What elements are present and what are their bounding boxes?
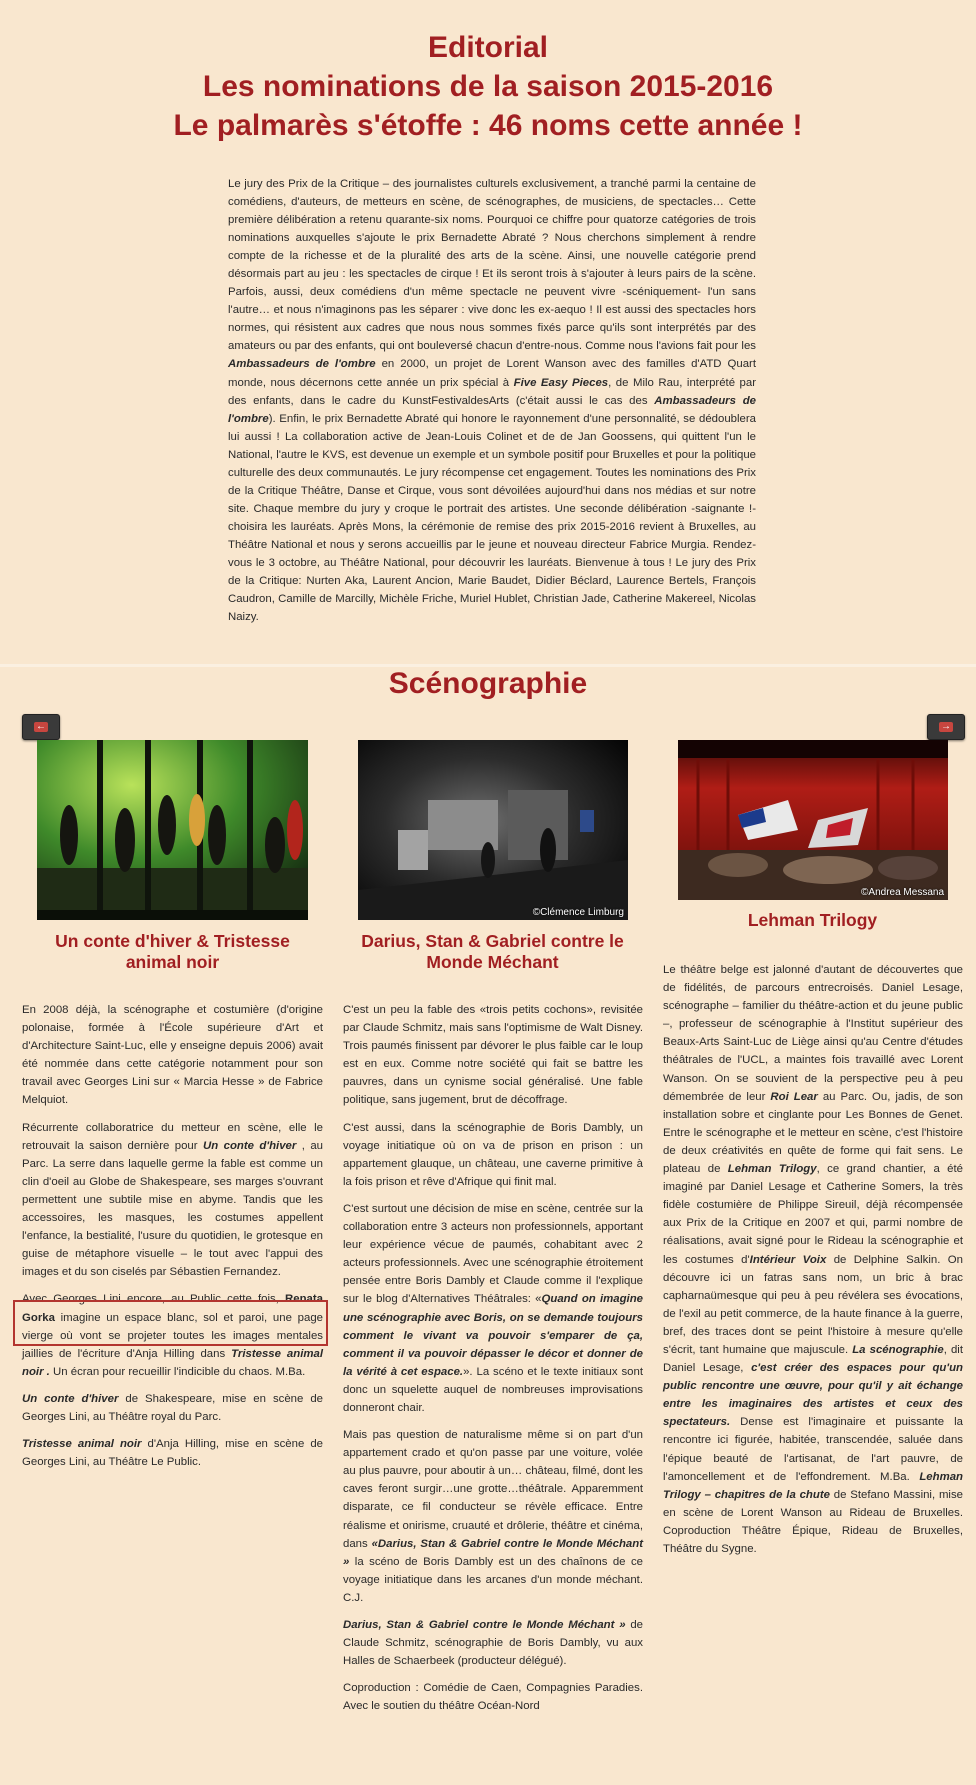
- arrow-right-icon: →: [941, 721, 951, 732]
- photo-credit: ©Andrea Messana: [861, 887, 944, 898]
- column-darius-stan-gabriel: C'est un peu la fable des «trois petits cochons», revisitée par Claude Schmitz, mais sans l'optimisme de Walt Disney. Trois paumés finissent par dévorer le plus faible car le loup est en eux. Comme notre société qui fait se battre les pauvres, dans un cynisme social généralisé. Une fable politique, sans jugement, brut de décoffrage. C'est aussi, dans la scénographie de Boris Dambly, un voyage initiatique où on va de prison en prison : un appartement glauque, un château, une caverne primitive à la fois prison et rêve d'Afrique qui finit mal. C'est surtout une décision de mise en scène, centrée sur la collaboration entre 3 acteurs non professionnels, apportant leur expérience vécue de paumés, cohabitant avec 2 acteurs professionnels. Avec une scénographie étroitement pensée entre Boris Dambly et Claude comme il l'explique sur le blog d'Alternatives Théâtrales: «Quand on imagine une scénographie avec Boris, on se demande toujours comment le vivant va pouvoir s'emparer de ça, comment il va pouvoir dépasser le décor et donner de la vérité à cet espace.». La scéno et le texte initiaux sont donc un squelette auquel de nombreuses improvisations donneront chair. Mais pas question de naturalisme même si on part d'un appartement crado et qu'on passe par une voiture, volée au plus pauvre, pour aboutir à un… château, filmé, dont les caves feront surgir…une grotte…théâtrale. Apparemment disparate, ce fil conducteur se révèle efficace. Entre réalisme et onirisme, cruauté et drôlerie, théâtre et cinéma, dans «Darius, Stan & Gabriel contre le Monde Méchant » la scéno de Boris Dambly est un des chaînons de ce voyage initiatique dans les arcanes d'un monde méchant. C.J. Darius, Stan & Gabriel contre le Monde Méchant » de Claude Schmitz, scénographie de Boris Dambly, vu aux Halles de Schaerbeek (producteur délégué). Coproduction : Comédie de Caen, Compagnies Paradies. Avec le soutien du théâtre Océan-Nord: [343, 1004, 644, 1713]
- prev-button[interactable]: [22, 714, 60, 740]
- item-title-lehman-trilogy[interactable]: Lehman Trilogy: [747, 910, 878, 930]
- photo-darius-stan-gabriel[interactable]: [358, 740, 628, 920]
- column-conte-hiver: En 2008 déjà, la scénographe et costumière (d'origine polonaise, formée à l'École supérieure d'Art et d'Architecture Saint-Luc, elle y enseigne depuis 2006) avait été nommée dans cette catégorie notamment pour son travail avec Georges Lini sur « Marcia Hesse » de Fabrice Melquiot. Récurrente collaboratrice du metteur en scène, elle le retrouvait la saison dernière pour Un conte d'hiver , au Parc. La serre dans laquelle germe la fable est comme un clin d'oeil au Globe de Shakespeare, ses marges s'ouvrant permettent une subtile mise en abyme. Tandis que les accessoires, les masques, les costumes appellent l'enfance, la bestialité, l'usure du quotidien, le grotesque en guise de métaphore visuelle – le tout avec l'appui des images et du son ciselés par Sébastien Fernandez. Avec Georges Lini encore, au Public cette fois, Renata Gorka imagine un espace blanc, sol et paroi, une page vierge où vont se projeter toutes les images mentales jaillies de l'écriture d'Anja Hilling dans Tristesse animal noir . Un écran pour recueillir l'indicible du chaos. M.Ba. Un conte d'hiver de Shakespeare, mise en scène de Georges Lini, au Théâtre royal du Parc. Tristesse animal noir d'Anja Hilling, mise en scène de Georges Lini, au Théâtre Le Public.: [22, 1004, 324, 1469]
- arrow-left-icon: ←: [36, 721, 46, 732]
- editorial-body: Le jury des Prix de la Critique – des journalistes culturels exclusivement, a tranché parmi la centaine de comédiens, d'auteurs, de metteurs en scène, de scénographes, de musiciens, de spectacles… Cette première délibération a retenu quarante-six noms. Pourquoi ce chiffre pour quatorze catégories de trois nominations auxquelles s'ajoute le prix Bernadette Abraté ? Nous cherchons simplement à rendre compte de la richesse et de la pluralité des arts de la scène. Ainsi, une nouvelle catégorie prend désormais part au jeu : les spectacles de cirque ! Et ils seront trois à s'ajouter à leurs pairs de la scène. Parfois, aussi, deux comédiens d'un même spectacle ne peuvent vivre -scéniquement- l'un sans l'autre… et nous n'imaginons pas les séparer : vive donc les ex-aequo ! Il est aussi des spectacles hors normes, qui résistent aux cadres que nous nous sommes fixés parce qu'ils sont interprétés par des amateurs ou par des enfants, qui ont bouleversé chacun d'entre-nous. Comme nous l'avions fait pour les Ambassadeurs de l'ombre en 2000, un projet de Lorent Wanson avec des familles d'ATD Quart monde, nous décernons cette année un prix spécial à Five Easy Pieces, de Milo Rau, interprété par des enfants, dans le cadre du KunstFestivaldesArts (c'était aussi le cas des Ambassadeurs de l'ombre). Enfin, le prix Bernadette Abraté qui honore le rayonnement d'une personnalité, se dédoublera lui aussi ! La collaboration active de Jean-Louis Colinet et de de Jan Goossens, qui quittent l'un le National, l'autre le KVS, est devenue un exemple et un symbole positif pour Bruxelles et pour la politique culturelle des deux communautés. Le jury récompense cet engagement. Toutes les nominations des Prix de la Critique Théâtre, Danse et Cirque, vous sont dévoilées aujourd'hui dans nos médias et sur notre site. Chaque membre du jury y croque le portrait des artistes. Une seconde délibération -saignante !- choisira les lauréats. Après Mons, la cérémonie de remise des prix 2015-2016 revient à Bruxelles, au Théâtre National et nous y serons accueillis par le jeune et nouveau directeur Fabrice Murgia. Rendez-vous le 3 octobre, au Théâtre National, pour découvrir les lauréats. Bienvenue à tous ! Le jury des Prix de la Critique: Nurten Aka, Laurent Ancion, Marie Baudet, Didier Béclard, Laurence Bertels, François Caudron, Camille de Marcilly, Michèle Friche, Muriel Hublet, Christian Jade, Catherine Makereel, Nicolas Naizy.: [228, 178, 757, 624]
- editorial-heading: [0, 0, 976, 145]
- editorial-tagline: Le palmarès s'étoffe : 46 noms cette année !: [173, 109, 803, 142]
- stage-photo-image: [37, 740, 308, 920]
- next-button[interactable]: [927, 714, 965, 740]
- item-title-darius-stan-gabriel[interactable]: Darius, Stan & Gabriel contre le Monde Méchant: [361, 931, 624, 972]
- editorial-title: Editorial: [427, 31, 548, 64]
- editorial-subtitle: Les nominations de la saison 2015-2016: [202, 70, 774, 103]
- section-title: Scénographie: [388, 667, 588, 700]
- stage-photo-image: [358, 740, 628, 920]
- stage-photo-image: [678, 740, 948, 900]
- column-lehman-trilogy: Le théâtre belge est jalonné d'autant de découvertes que de fidélités, de parcours entrecroisés. Daniel Lesage, scénographe – familier du théâtre-action et du jeune public –, professeur de scénographie à l'Institut supérieur des Beaux-Arts Saint-Luc de Liège ainsi qu'au Centre d'études théâtrales de l'UCL, a maintes fois travaillé avec Lorent Wanson. On se souvient de la perspective peu à peu démembrée de leur Roi Lear au Parc. Ou, jadis, de son installation sobre et cinglante pour Les Bonnes de Genet. Entre le scénographe et le metteur en scène, c'est l'histoire de deux créativités en quête de forme qui fait sens. Le plateau de Lehman Trilogy, ce grand chantier, a été imaginé par Daniel Lesage et Catherine Somers, la très fidèle costumière de Philippe Sireuil, déjà récompensée aux Prix de la Critique en 2007 et qui, parmi nombre de réalisations, avait signé pour le Rideau la scénographie et les costumes d'Intérieur Voix de Delphine Salkin. On découvre ici un fatras sans nom, un bric à brac capharnaümesque qui peu à peu révélera ses évocations, de l'exil au petit commerce, de la haute finance à la guerre, bref, des traces dont se peint l'histoire à mesure qu'elle s'écrit, tant humaine que majuscule. La scénographie, dit Daniel Lesage, c'est créer des espaces pour qu'un public rencontre une œuvre, pour qu'il y ait échange entre les imaginaires des artistes et ceux des spectateurs. Dense est l'imaginaire et puissante la rencontre ici figurée, habitée, transcendée, saluée dans l'épique beauté de l'artisanat, de l'art pauvre, de l'amoncellement et de l'effondrement. M.Ba. Lehman Trilogy – chapitres de la chute de Stefano Massini, mise en scène de Lorent Wanson au Rideau de Bruxelles. Coproduction Théâtre Épique, Rideau de Bruxelles, Théâtre du Sygne.: [663, 964, 964, 1555]
- photo-credit: ©Clémence Limburg: [532, 907, 624, 918]
- photo-lehman-trilogy[interactable]: [678, 740, 948, 900]
- photo-conte-hiver[interactable]: [37, 740, 308, 920]
- item-title-conte-hiver[interactable]: Un conte d'hiver & Tristesse animal noir: [55, 931, 290, 972]
